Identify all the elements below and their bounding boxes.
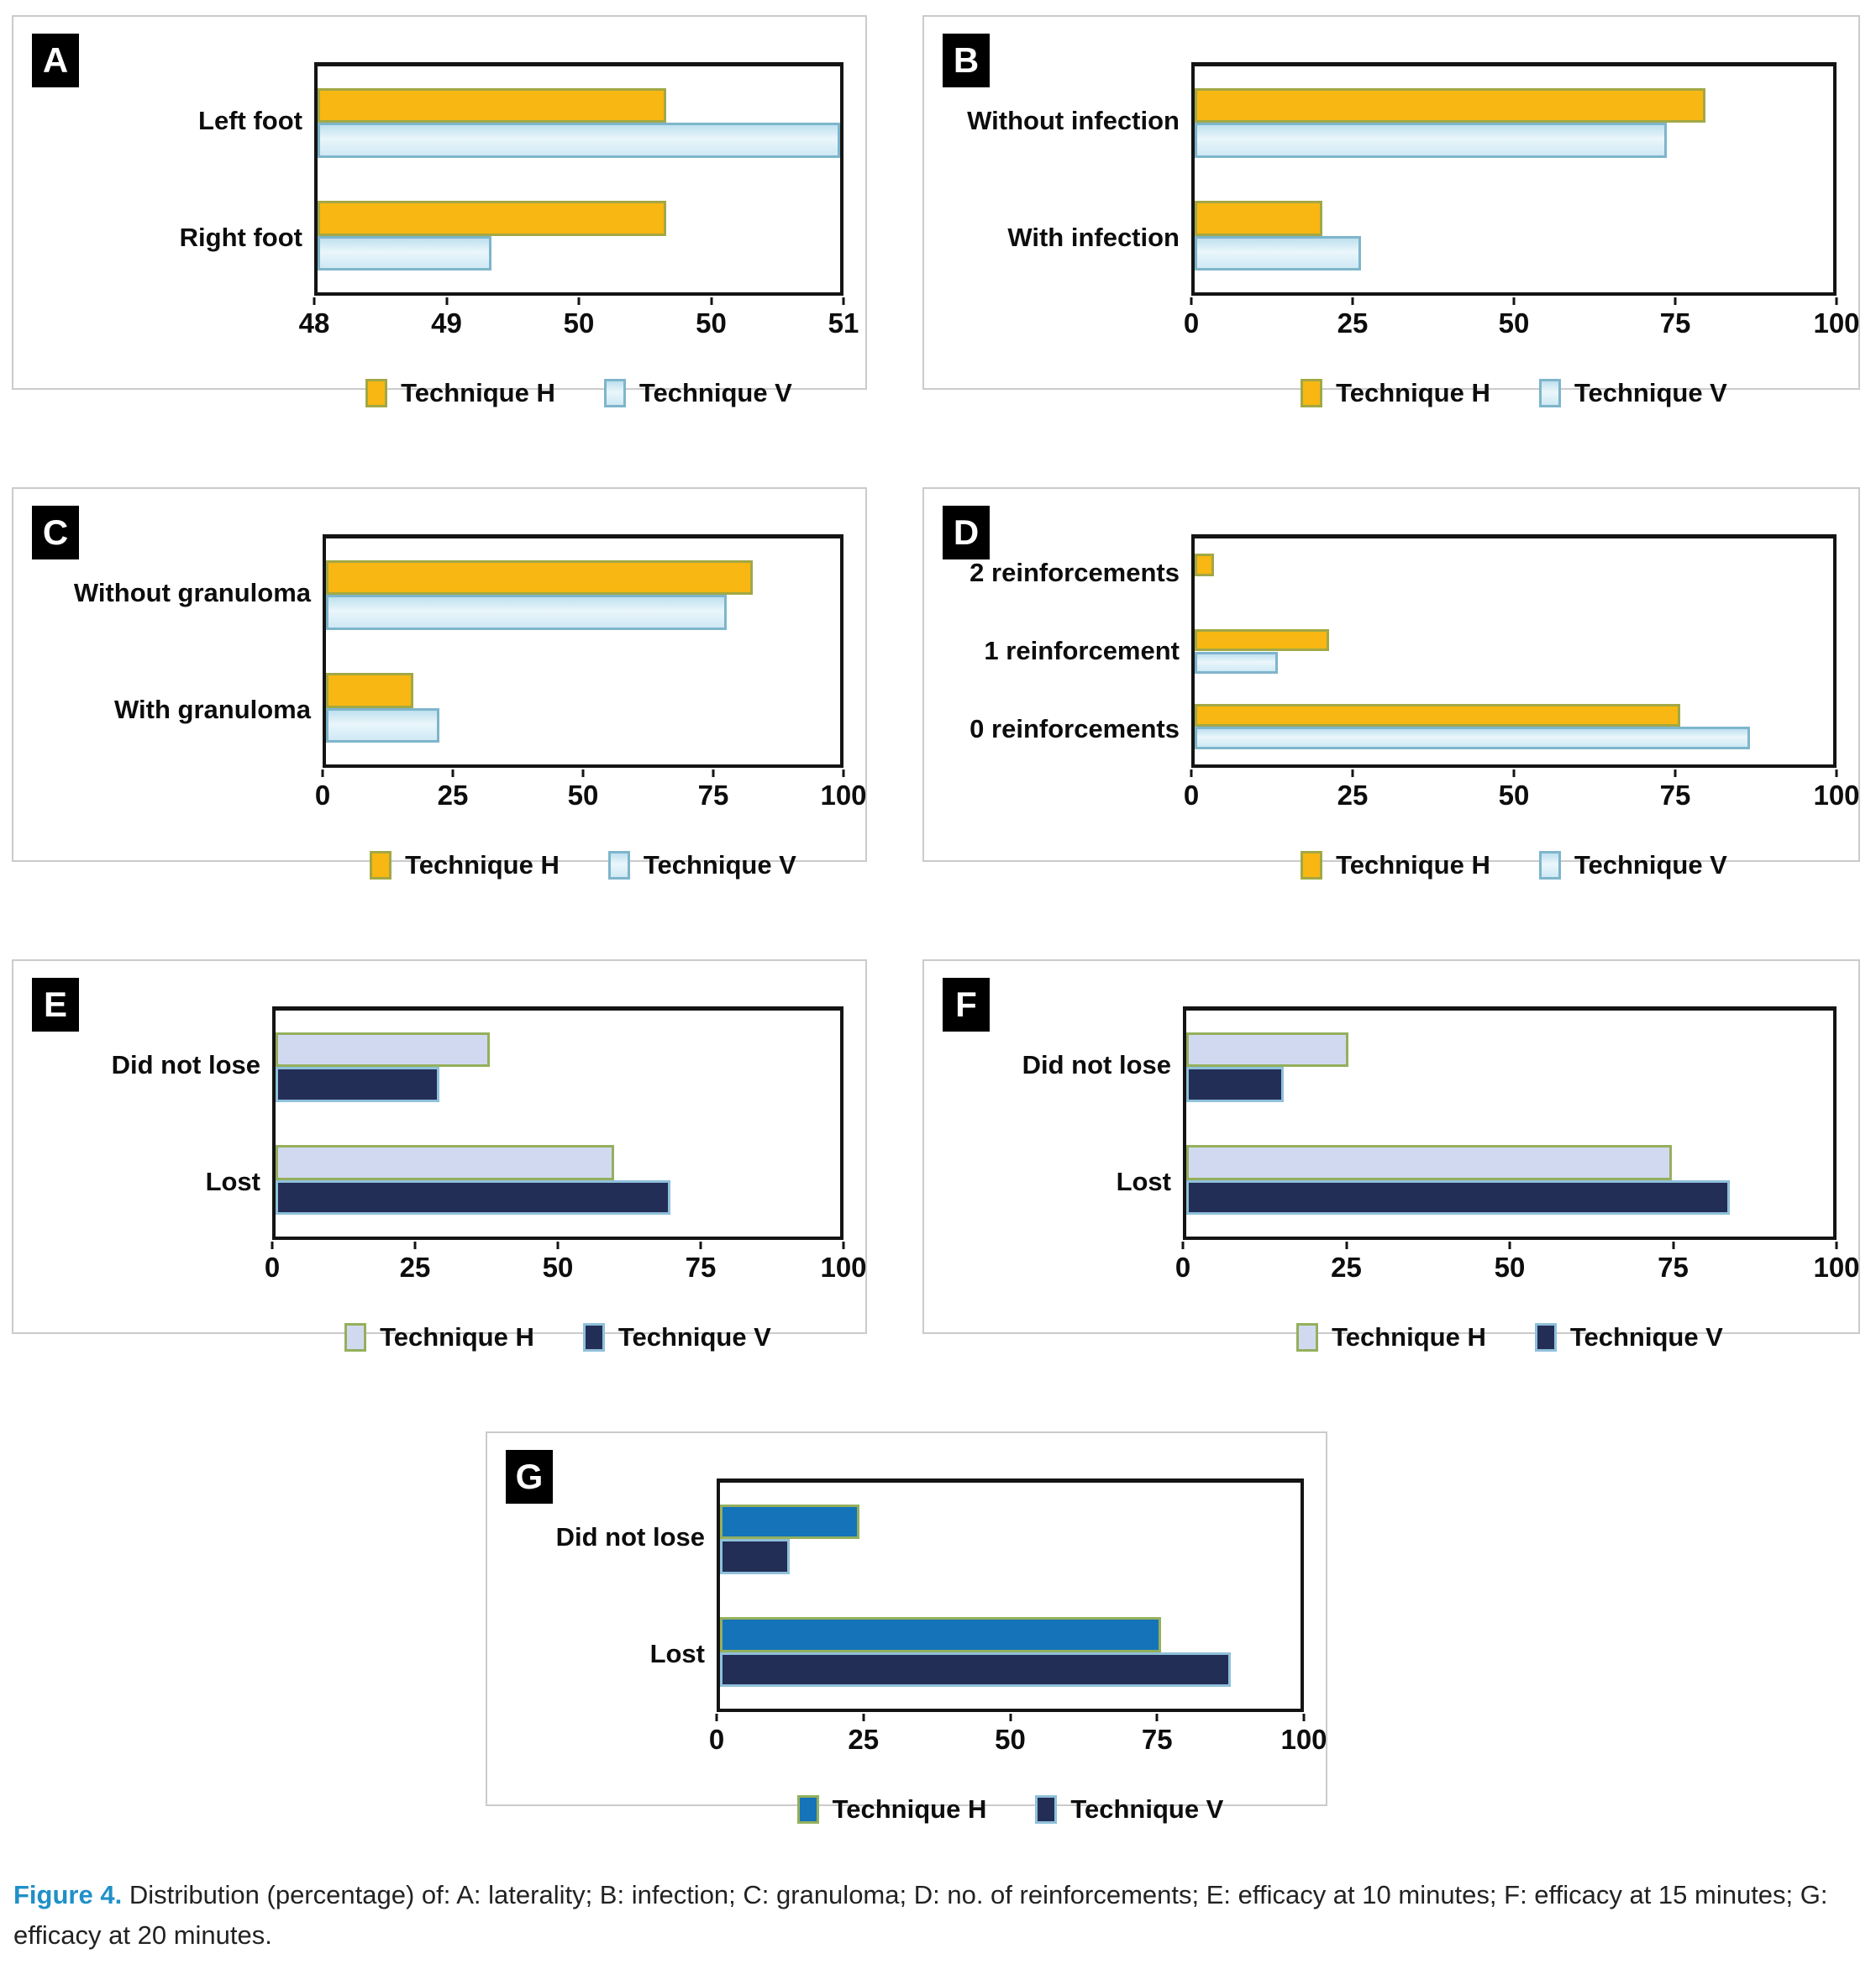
legend-swatch-technique-h [370,851,391,880]
chart-row [502,1478,1327,1825]
legend-label-technique-v: Technique V [638,378,792,407]
legend-swatch-technique-h [797,1795,819,1824]
category-label-left-foot: Left foot [198,105,302,135]
bar-technique-h-lost [276,1145,614,1180]
axis-tick-mark [1836,297,1838,305]
axis-tick-label-b-2: 50 [1498,307,1530,339]
axis-tick-mark [1345,1242,1348,1249]
category-label-lost: Lost [1116,1166,1171,1196]
axis-tick-label-a-2: 50 [563,307,595,339]
legend [272,1322,843,1352]
axis-tick-mark [1156,1714,1159,1721]
legend-item-technique-h [370,850,560,880]
category-label-with-infection: With infection [1007,222,1180,252]
category-label-did-not-lose: Did not lose [1022,1049,1171,1079]
plot-area-f [1183,1006,1837,1240]
legend [1191,850,1837,880]
chart-row [29,534,867,880]
bar-technique-h-1-reinforcement [1195,629,1329,652]
legend-label-technique-h: Technique H [401,378,555,407]
axis-tick-mark [1836,1242,1838,1249]
category-labels [29,534,323,768]
panel-letter-b: B [943,34,990,87]
bar-technique-h-did-not-lose [1186,1032,1348,1068]
axis-tick-label-e-0: 0 [264,1252,281,1283]
bar-technique-v-did-not-lose [1186,1067,1284,1102]
legend-item-technique-h [344,1322,534,1352]
axis-tick-mark [862,1714,864,1721]
plot-column [298,62,859,408]
figure-caption [13,1875,1864,1956]
bar-technique-v-1-reinforcement [1195,652,1278,675]
legend-item-technique-v [604,378,792,408]
bar-technique-v-without-granuloma [326,595,727,630]
panel-a-laterality [12,15,867,407]
legend-item-technique-v [608,850,796,880]
panel-b-infection [922,15,1860,407]
category-label-without-granuloma: Without granuloma [73,577,311,607]
panel-letter-f: F [943,978,990,1032]
axis-tick-label-d-0: 0 [1183,780,1200,811]
axis-tick-mark [700,1242,702,1249]
axis-tick-mark [1303,1714,1306,1721]
axis-tick-label-f-3: 75 [1658,1252,1689,1283]
category-labels [29,62,314,296]
bar-technique-v-without-infection [1195,123,1667,158]
axis-tick-label-a-3: 50 [696,307,727,339]
panel-e-efficacy-10min [12,959,867,1352]
axis-tick-mark [313,297,316,305]
legend-swatch-technique-v [608,851,630,880]
axis-tick-mark [1674,297,1677,305]
axis-tick-label-d-2: 50 [1498,780,1530,811]
bar-technique-h-with-infection [1195,201,1322,236]
category-label-1-reinforcement: 1 reinforcement [984,636,1180,665]
chart-row [939,534,1860,880]
category-label-without-infection: Without infection [967,105,1180,135]
bar-technique-h-left-foot [318,88,666,123]
axis-tick-mark [557,1242,560,1249]
panel-c-granuloma [12,487,867,880]
legend-swatch-technique-h [344,1323,366,1352]
category-labels [29,1006,272,1240]
x-axis [298,297,859,344]
legend [323,850,843,880]
axis-tick-label-a-0: 48 [298,307,330,339]
legend-item-technique-v [1035,1794,1223,1825]
axis-tick-label-f-1: 25 [1331,1252,1362,1283]
category-labels [502,1478,717,1712]
category-label-with-granuloma: With granuloma [114,694,311,724]
axis-tick-label-a-4: 51 [828,307,859,339]
chart-row [939,1006,1860,1352]
legend-label-technique-v: Technique V [643,850,796,880]
axis-tick-label-g-3: 75 [1141,1724,1173,1755]
panel-g-efficacy-20min [486,1431,1327,1824]
plot-area-c [323,534,843,768]
bar-technique-v-lost [720,1652,1231,1688]
axis-tick-mark [1513,297,1516,305]
axis-tick-label-a-1: 49 [431,307,462,339]
panel-d-reinforcements [922,487,1860,880]
legend-label-technique-v: Technique V [1569,1322,1723,1352]
panel-letter-e: E [32,978,79,1032]
plot-column [1183,62,1860,408]
axis-tick-mark [271,1242,274,1249]
axis-tick-mark [1674,769,1677,777]
axis-tick-label-c-2: 50 [567,780,599,811]
bar-technique-h-right-foot [318,201,666,236]
plot-area-e [272,1006,843,1240]
axis-tick-label-b-1: 25 [1337,307,1369,339]
bar-technique-h-did-not-lose [276,1032,490,1068]
axis-tick-label-g-4: 100 [1280,1724,1327,1755]
legend-label-technique-h: Technique H [1336,378,1490,407]
legend-swatch-technique-v [1535,1323,1557,1352]
axis-tick-label-c-1: 25 [437,780,469,811]
bar-technique-v-right-foot [318,236,491,271]
panel-letter-c: C [32,506,79,559]
axis-tick-mark [1352,297,1354,305]
legend-label-technique-h: Technique H [1332,1322,1486,1352]
bar-technique-h-2-reinforcements [1195,554,1214,576]
plot-area-g [717,1478,1304,1712]
category-label-right-foot: Right foot [179,222,302,252]
axis-tick-mark [582,769,585,777]
plot-column [708,1478,1327,1825]
category-labels [939,534,1191,768]
category-label-0-reinforcements: 0 reinforcements [970,713,1180,743]
chart-row [939,62,1860,408]
axis-tick-mark [1513,769,1516,777]
axis-tick-mark [1190,769,1193,777]
x-axis [1183,297,1860,344]
legend-item-technique-h [1301,378,1490,408]
bar-technique-v-with-infection [1195,236,1361,271]
axis-tick-mark [716,1714,718,1721]
legend-swatch-technique-h [1301,379,1322,407]
legend-label-technique-h: Technique H [1336,850,1490,880]
axis-tick-label-g-2: 50 [995,1724,1026,1755]
bar-technique-h-did-not-lose [720,1505,859,1540]
caption-text: Distribution (percentage) of: A: laterality; B: infection; C: granuloma; D: no. of reinforcements; E: efficacy at 10 minutes; F: efficacy at 15 minutes; G: efficacy at 20 minutes. [13,1880,1828,1951]
panel-letter-g: G [506,1450,553,1504]
legend [1191,378,1837,408]
legend-label-technique-h: Technique H [380,1322,534,1352]
legend-item-technique-h [1296,1322,1486,1352]
axis-tick-mark [1352,769,1354,777]
legend-item-technique-v [1539,378,1727,408]
legend-swatch-technique-v [604,379,626,407]
legend-item-technique-v [1535,1322,1723,1352]
figure-4 [12,15,1864,1956]
chart-row [29,1006,867,1352]
category-label-lost: Lost [649,1638,705,1668]
plot-area-d [1191,534,1837,768]
bar-technique-v-lost [1186,1180,1730,1216]
axis-tick-mark [843,1242,845,1249]
axis-tick-label-c-0: 0 [314,780,331,811]
bar-technique-h-lost [720,1617,1161,1652]
axis-tick-label-d-4: 100 [1813,780,1860,811]
axis-tick-mark [414,1242,417,1249]
legend-swatch-technique-v [1539,851,1561,880]
axis-tick-mark [1009,1714,1012,1721]
legend-swatch-technique-h [1301,851,1322,880]
axis-tick-label-f-0: 0 [1174,1252,1191,1283]
category-label-did-not-lose: Did not lose [111,1049,260,1079]
x-axis [264,1242,867,1289]
axis-tick-label-b-0: 0 [1183,307,1200,339]
legend-item-technique-h [797,1794,987,1825]
plot-area-a [314,62,843,296]
category-labels [939,1006,1183,1240]
axis-tick-label-b-4: 100 [1813,307,1860,339]
bar-technique-v-0-reinforcements [1195,727,1750,749]
legend-item-technique-v [1539,850,1727,880]
x-axis [314,769,867,817]
legend-label-technique-h: Technique H [832,1794,987,1824]
axis-tick-mark [322,769,324,777]
bar-technique-v-did-not-lose [720,1539,790,1574]
x-axis [1174,1242,1860,1289]
category-label-2-reinforcements: 2 reinforcements [970,558,1180,588]
axis-tick-mark [578,297,581,305]
axis-tick-mark [452,769,455,777]
legend-label-technique-v: Technique V [617,1322,771,1352]
panel-g-row [486,1431,1327,1824]
axis-tick-label-d-1: 25 [1337,780,1369,811]
legend-swatch-technique-v [1035,1795,1057,1824]
axis-tick-mark [843,769,845,777]
legend [314,378,843,408]
chart-row [29,62,859,408]
legend-label-technique-v: Technique V [1574,850,1727,880]
legend [1183,1322,1837,1352]
axis-tick-label-e-2: 50 [542,1252,574,1283]
legend-item-technique-v [583,1322,771,1352]
legend [717,1794,1304,1825]
panel-f-efficacy-15min [922,959,1860,1352]
legend-swatch-technique-h [365,379,387,407]
legend-item-technique-h [365,378,555,408]
axis-tick-mark [712,769,715,777]
bar-technique-h-without-granuloma [326,560,753,596]
bar-technique-h-0-reinforcements [1195,704,1680,727]
plot-column [1174,1006,1860,1352]
category-labels [939,62,1191,296]
axis-tick-label-g-0: 0 [708,1724,725,1755]
plot-column [314,534,867,880]
legend-label-technique-v: Technique V [1574,378,1727,407]
bar-technique-h-lost [1186,1145,1672,1180]
axis-tick-label-e-4: 100 [820,1252,867,1283]
axis-tick-label-f-2: 50 [1494,1252,1526,1283]
axis-tick-label-e-1: 25 [399,1252,431,1283]
panel-letter-d: D [943,506,990,559]
axis-tick-label-c-3: 75 [697,780,729,811]
bar-technique-v-with-granuloma [326,708,439,743]
axis-tick-label-b-3: 75 [1659,307,1691,339]
category-label-did-not-lose: Did not lose [555,1521,705,1552]
panel-letter-a: A [32,34,79,87]
axis-tick-label-e-3: 75 [685,1252,717,1283]
category-label-lost: Lost [205,1166,260,1196]
legend-swatch-technique-v [583,1323,605,1352]
legend-swatch-technique-h [1296,1323,1318,1352]
bar-technique-v-did-not-lose [276,1067,439,1102]
bar-technique-h-without-infection [1195,88,1705,123]
axis-tick-mark [445,297,448,305]
legend-label-technique-v: Technique V [1070,1794,1224,1824]
axis-tick-label-f-4: 100 [1813,1252,1860,1283]
axis-tick-mark [843,297,845,305]
axis-tick-label-g-1: 25 [848,1724,880,1755]
x-axis [708,1714,1327,1761]
axis-tick-label-d-3: 75 [1659,780,1691,811]
legend-swatch-technique-v [1539,379,1561,407]
axis-tick-label-c-4: 100 [820,780,867,811]
axis-tick-mark [1672,1242,1674,1249]
axis-tick-mark [1836,769,1838,777]
legend-item-technique-h [1301,850,1490,880]
plot-area-b [1191,62,1837,296]
axis-tick-mark [710,297,712,305]
axis-tick-mark [1182,1242,1185,1249]
plot-column [1183,534,1860,880]
bar-technique-h-with-granuloma [326,673,413,708]
plot-column [264,1006,867,1352]
panel-grid [12,15,1864,1352]
legend-label-technique-h: Technique H [405,850,560,880]
x-axis [1183,769,1860,817]
bar-technique-v-lost [276,1180,670,1216]
axis-tick-mark [1190,297,1193,305]
axis-tick-mark [1509,1242,1511,1249]
bar-technique-v-left-foot [318,123,840,158]
caption-label: Figure 4. [13,1880,123,1909]
